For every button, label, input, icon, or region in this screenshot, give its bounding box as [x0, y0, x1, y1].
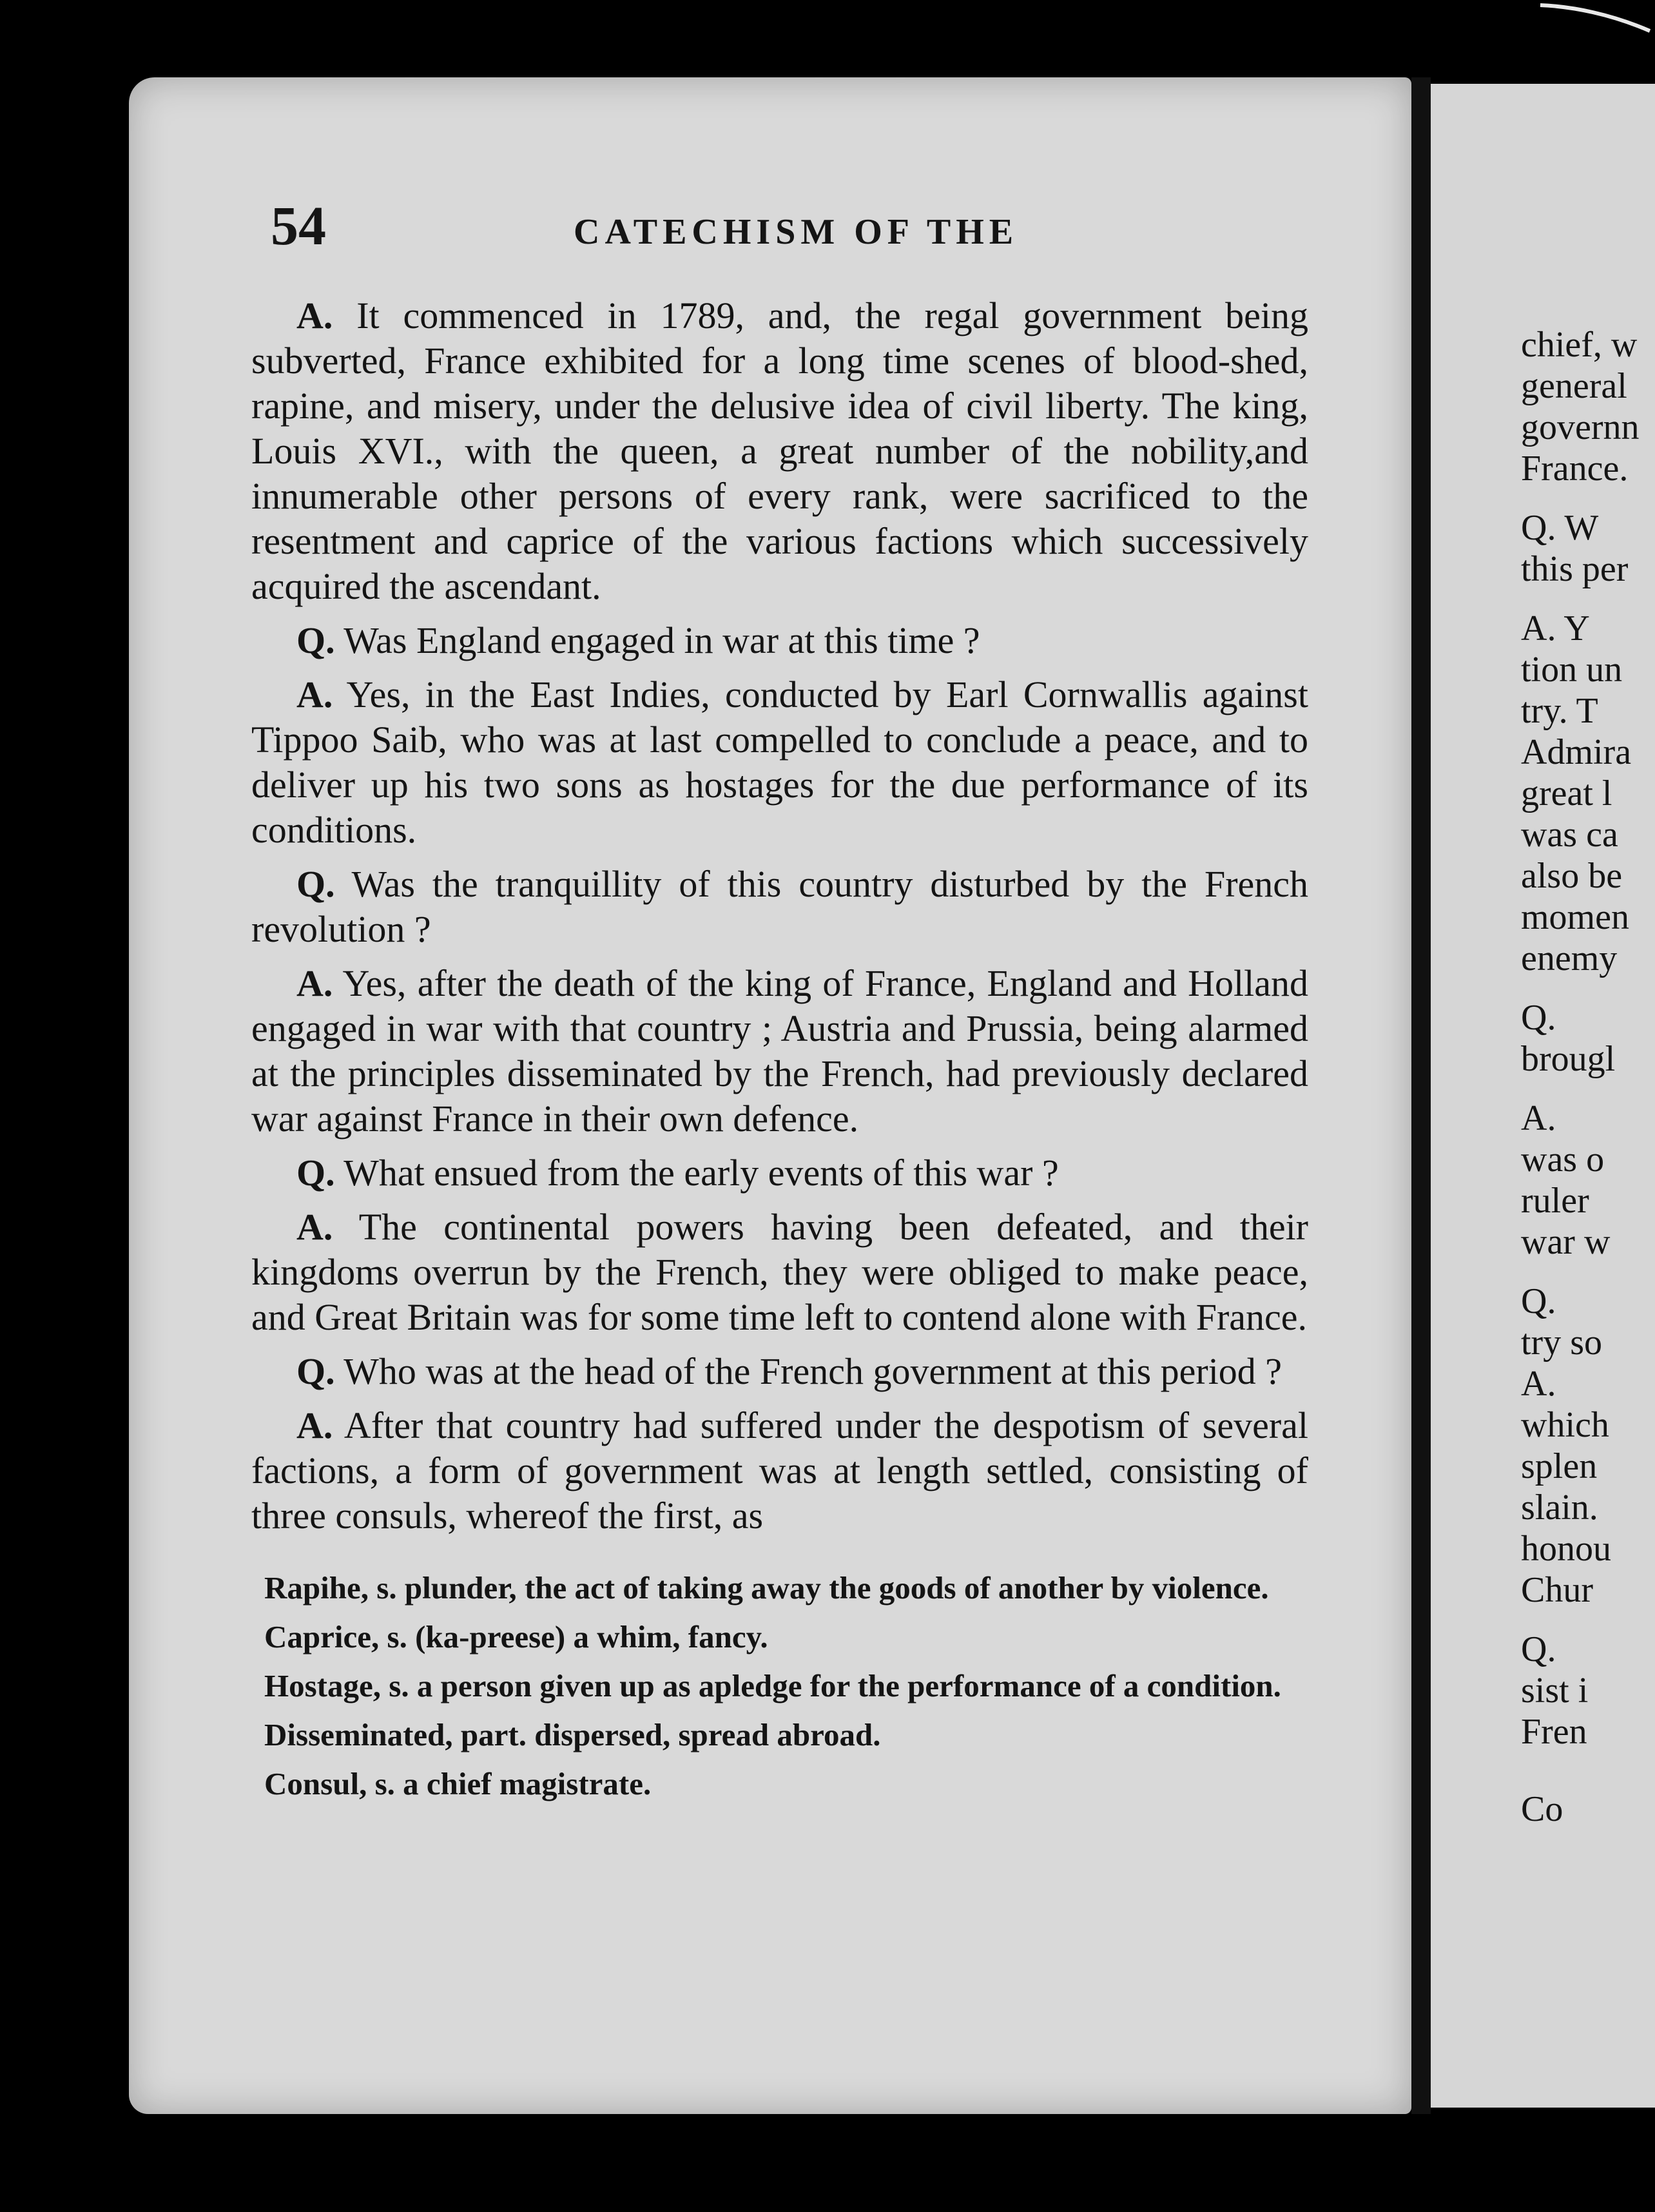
right-fragment: war w [1521, 1222, 1611, 1262]
right-fragment: governn [1521, 407, 1640, 447]
right-fragment: Q. [1521, 998, 1556, 1038]
paragraph-answer: A. After that country had suffered under the despotism of several factions, a form of government was at length settled, consisting of three consuls, whereof the first, as [251, 1404, 1308, 1537]
right-fragment [1521, 1609, 1655, 1627]
footnotes [264, 1569, 1295, 1814]
right-fragment: general [1521, 366, 1627, 406]
paragraph-question: Q. Was England engaged in war at this time ? [296, 619, 980, 661]
right-fragment [1521, 1751, 1655, 1769]
right-fragment: chief, w [1521, 325, 1638, 365]
body-text [251, 293, 1308, 1547]
right-fragment [1521, 1769, 1655, 1787]
right-fragment: slain. [1521, 1488, 1598, 1528]
right-fragment: Fren [1521, 1712, 1587, 1752]
right-fragment: France. [1521, 449, 1629, 489]
right-fragment: honou [1521, 1529, 1611, 1569]
right-fragment: Q. [1521, 1281, 1556, 1321]
right-fragment: Admira [1521, 732, 1632, 772]
page-corner-mark [1534, 0, 1655, 39]
right-fragment: this per [1521, 549, 1629, 589]
right-page-text [1521, 322, 1655, 1828]
paragraph-question: Q. Who was at the head of the French government at this period ? [296, 1350, 1282, 1392]
footnote: Consul, s. a chief magistrate. [264, 1766, 652, 1801]
paragraph-question: Q. What ensued from the early events of this war ? [296, 1152, 1059, 1194]
page-number: 54 [271, 195, 326, 257]
right-fragment: which [1521, 1405, 1609, 1445]
right-fragment: try so [1521, 1323, 1602, 1363]
right-fragment: momen [1521, 897, 1629, 937]
right-fragment: was ca [1521, 815, 1618, 855]
paragraph-answer: A. The continental powers having been defeated, and their kingdoms overrun by the French, they were obliged to make peace, and Great Britain was for some time left to contend alone with France. [251, 1206, 1308, 1338]
right-fragment: A. Y [1521, 608, 1590, 648]
right-fragment [1521, 1261, 1655, 1279]
right-fragment: Q. [1521, 1629, 1556, 1669]
right-fragment: great l [1521, 773, 1612, 813]
right-fragment [1521, 977, 1655, 995]
right-fragment: enemy [1521, 938, 1618, 978]
right-fragment: was o [1521, 1140, 1605, 1179]
right-fragment: sist i [1521, 1671, 1589, 1711]
footnote: Disseminated, part. dispersed, spread abroad. [264, 1717, 881, 1752]
right-fragment: brougl [1521, 1039, 1616, 1079]
right-fragment: ruler [1521, 1181, 1589, 1221]
right-fragment: splen [1521, 1446, 1598, 1486]
right-fragment: also be [1521, 856, 1623, 896]
running-head: CATECHISM OF THE [574, 212, 1019, 252]
right-fragment: Q. W [1521, 508, 1599, 548]
paragraph-answer: A. It commenced in 1789, and, the regal government being subverted, France exhibited for a long time scenes of blood-shed, rapine, and misery, under the delusive idea of civil liberty. The king, Louis XVI., with the queen, a great number of the nobility,and innumerable other persons of every rank, were sacrificed to the resentment and caprice of the various factions which successively acquired the ascendant. [251, 295, 1308, 607]
right-fragment: Chur [1521, 1570, 1593, 1610]
right-fragment: A. [1521, 1098, 1556, 1138]
right-fragment: Co [1521, 1789, 1563, 1828]
right-fragment: try. T [1521, 691, 1598, 731]
right-fragment [1521, 588, 1655, 606]
paragraph-answer: A. Yes, after the death of the king of France, England and Holland engaged in war with that country ; Austria and Prussia, being alarmed at the principles disseminated by the French, had previously declared war against France in their own defence. [251, 962, 1308, 1140]
paragraph-question: Q. Was the tranquillity of this country disturbed by the French revolution ? [251, 863, 1308, 950]
footnote: Hostage, s. a person given up as apledge for the performance of a condition. [264, 1668, 1281, 1703]
footnote: Rapihe, s. plunder, the act of taking away the goods of another by violence. [264, 1570, 1269, 1606]
footnote: Caprice, s. (ka-preese) a whim, fancy. [264, 1619, 768, 1654]
right-fragment: tion un [1521, 650, 1623, 690]
right-fragment [1521, 1078, 1655, 1096]
right-fragment [1521, 487, 1655, 505]
book-gutter [1411, 77, 1431, 2114]
right-fragment: A. [1521, 1364, 1556, 1404]
page-header [271, 193, 1302, 271]
paragraph-answer: A. Yes, in the East Indies, conducted by Earl Cornwallis against Tippoo Saib, who was at last compelled to conclude a peace, and to deliver up his two sons as hostages for the due performance of its conditions. [251, 674, 1308, 851]
